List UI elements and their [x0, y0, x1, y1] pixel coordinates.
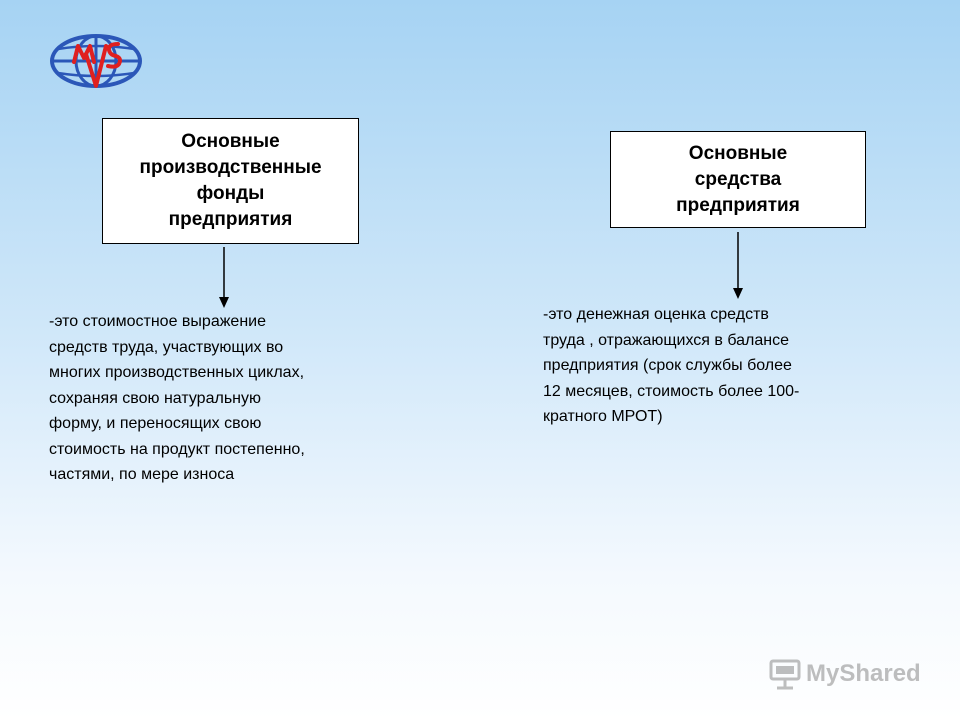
fixed-assets-title: Основные средства предприятия	[676, 142, 800, 216]
presentation-icon	[768, 657, 802, 691]
arrow-down-right	[728, 232, 748, 300]
fixed-production-assets-definition: -это стоимостное выражение средств труда, участвующих во многих производственных циклах, сохраняя свою натуральную форму, и переносящих свою стоимость на продукт постепенно, частями, по мере износа	[49, 313, 305, 483]
fixed-assets-box	[610, 131, 866, 228]
arrow-down-left	[214, 247, 234, 309]
fixed-production-assets-box	[102, 118, 359, 244]
fixed-production-assets-title: Основные производственные фонды предприятия	[139, 131, 322, 230]
myshared-watermark	[768, 654, 921, 694]
fixed-assets-definition: -это денежная оценка средств труда , отражающихся в балансе предприятия (срок службы более 12 месяцев, стоимость более 100- кратного МРОТ)	[543, 306, 800, 425]
watermark-text: MyShared	[806, 660, 921, 687]
company-logo	[48, 32, 148, 90]
